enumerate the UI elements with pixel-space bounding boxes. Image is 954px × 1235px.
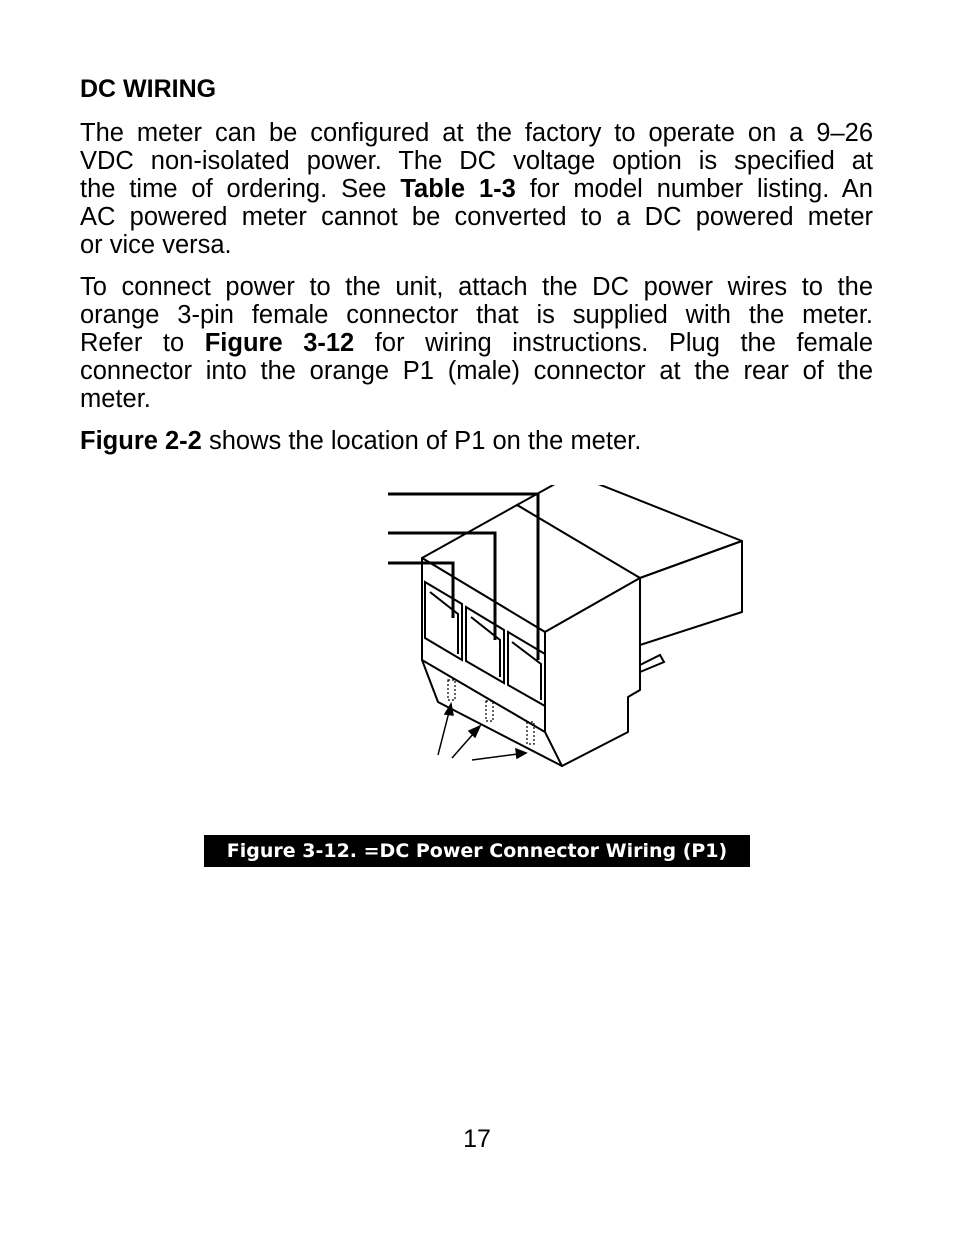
figure-reference: Figure 2-2 — [80, 427, 202, 455]
paragraph-dc-option — [80, 119, 873, 259]
arrow-line — [452, 733, 474, 758]
text-line: orange 3-pin female connector that is supplied with the meter. — [80, 301, 873, 329]
text-span: the time of ordering. See — [80, 175, 401, 203]
table-reference-link: Table 1-3 — [400, 175, 516, 203]
arrow-line — [472, 754, 518, 760]
text-line: meter. — [80, 385, 151, 413]
arrow-head — [516, 749, 526, 758]
latch-tab — [640, 655, 664, 672]
text-line: The meter can be configured at the factory to operate on a 9–26 — [80, 119, 873, 147]
text-span: for model number listing. An — [515, 175, 873, 203]
connector-diagram — [380, 485, 760, 775]
text-line: VDC non-isolated power. The DC voltage option is specified at — [80, 147, 873, 175]
text-span: Refer to — [80, 329, 205, 357]
text-line: or vice versa. — [80, 231, 232, 259]
text-line — [80, 175, 873, 203]
paragraph-figure-location — [80, 427, 873, 455]
page-number: 17 — [463, 1125, 491, 1153]
figure-reference: Figure 3-12 — [204, 329, 355, 357]
figure-caption: Figure 3-12. =DC Power Connector Wiring (P1) — [204, 835, 750, 867]
section-heading: DC WIRING — [80, 75, 217, 103]
arrow-head — [469, 726, 480, 737]
text-line — [80, 329, 873, 357]
text-span: for wiring instructions. Plug the female — [354, 329, 873, 357]
text-line — [80, 427, 873, 455]
arrow-line — [438, 712, 449, 755]
text-line: AC powered meter cannot be converted to a DC powered meter — [80, 203, 873, 231]
paragraph-connect-power — [80, 273, 873, 413]
text-line: connector into the orange P1 (male) connector at the rear of the — [80, 357, 873, 385]
text-line: To connect power to the unit, attach the DC power wires to the — [80, 273, 873, 301]
text-span: shows the location of P1 on the meter. — [201, 427, 642, 455]
